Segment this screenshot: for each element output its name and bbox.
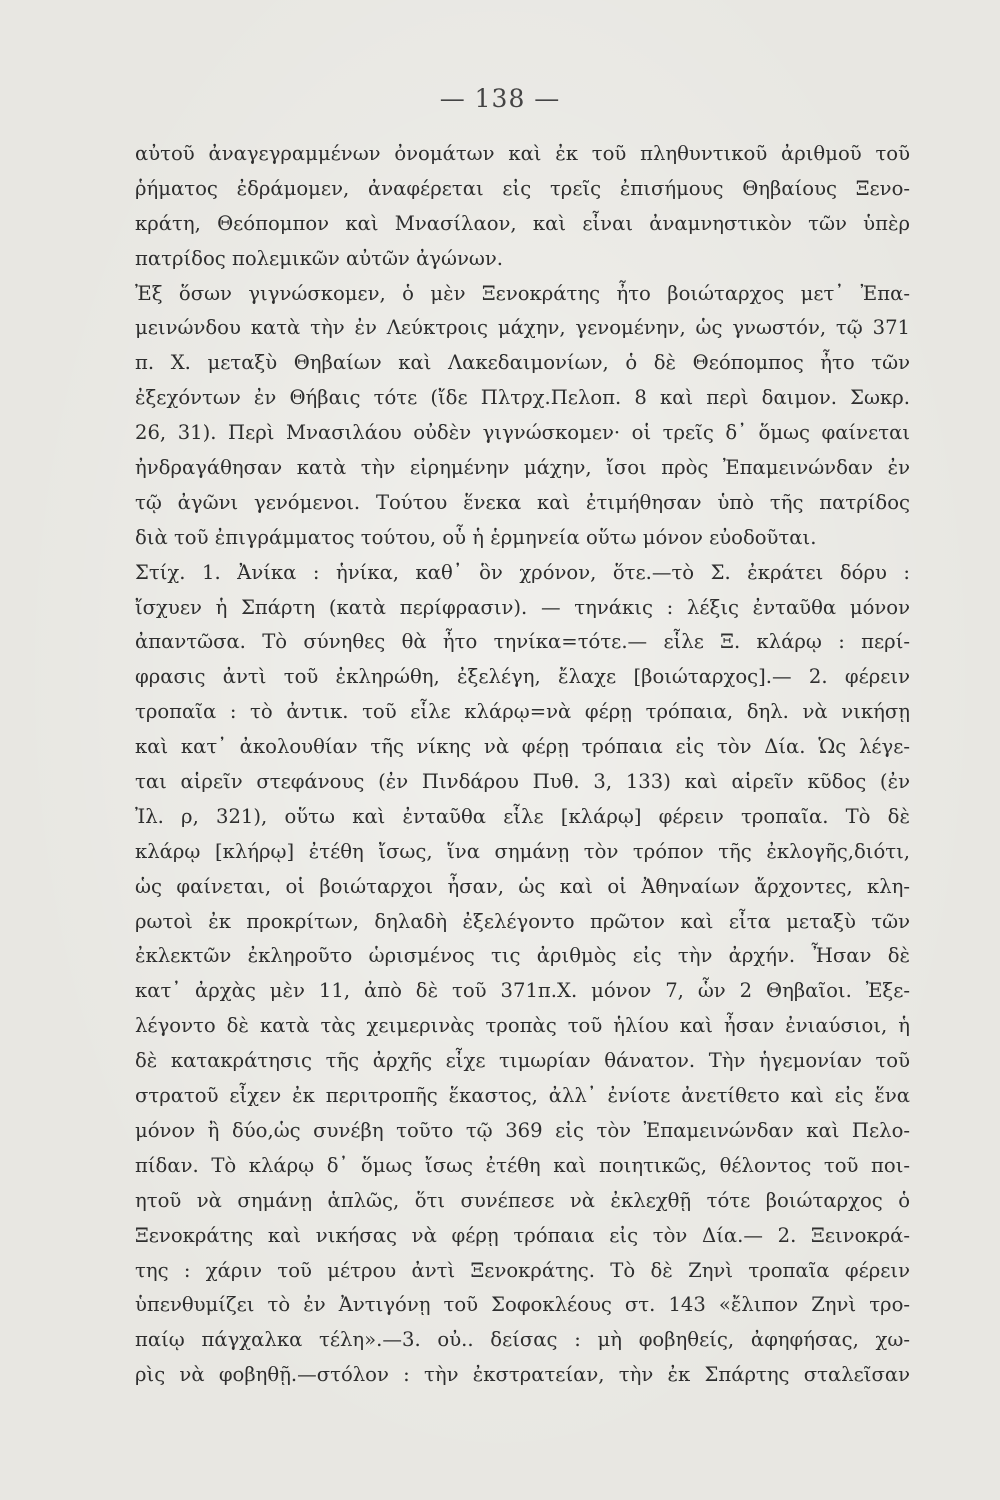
text-line: π. Χ. μεταξὺ Θηβαίων καὶ Λακεδαιμονίων, ὁ δὲ Θεόπομπος ἦτο τῶν [135,351,910,375]
text-line: ὡς φαίνεται, οἱ βοιώταρχοι ἦσαν, ὡς καὶ οἱ Ἀθηναίων ἄρχοντες, κλη- [135,874,910,898]
body-text [135,137,910,1393]
text-line: διὰ τοῦ ἐπιγράμματος τούτου, οὗ ἡ ἑρμηνεία οὕτω μόνον εὐοδοῦται. [135,525,817,549]
text-line: ἀπαντῶσα. Τὸ σύνηθες θὰ ἦτο τηνίκα=τότε.— εἷλε Ξ. κλάρῳ : περί- [135,630,910,654]
text-line: παίῳ πάγχαλκα τέλη».—3. οὐ.. δείσας : μὴ φοβηθείς, ἀφηφήσας, χω- [135,1328,910,1352]
text-line: κράτη, Θεόπομπον καὶ Μνασίλαον, καὶ εἶναι ἀναμνηστικὸν τῶν ὑπὲρ [135,211,910,235]
text-line: κατ᾽ ἀρχὰς μὲν 11, ἀπὸ δὲ τοῦ 371π.Χ. μόνον 7, ὧν 2 Θηβαῖοι. Ἐξε- [135,979,910,1003]
text-line: Ἐξ ὅσων γιγνώσκομεν, ὁ μὲν Ξενοκράτης ἦτο βοιώταρχος μετ᾽ Ἐπα- [135,281,910,305]
text-line: τροπαῖα : τὸ ἀντικ. τοῦ εἷλε κλάρῳ=νὰ φέρῃ τρόπαια, δηλ. νὰ νικήσῃ [135,700,910,724]
text-line: αὐτοῦ ἀναγεγραμμένων ὀνομάτων καὶ ἐκ τοῦ πληθυντικοῦ ἀριθμοῦ τοῦ [135,142,910,165]
text-line: ἐξεχόντων ἐν Θήβαις τότε (ἴδε Πλτρχ.Πελοπ. 8 καὶ περὶ δαιμον. Σωκρ. [135,386,910,410]
text-line: πίδαν. Τὸ κλάρῳ δ᾽ ὅμως ἴσως ἐτέθη καὶ ποιητικῶς, θέλοντος τοῦ ποι- [135,1153,910,1177]
text-line: δὲ κατακράτησις τῆς ἀρχῆς εἶχε τιμωρίαν θάνατον. Τὴν ἡγεμονίαν τοῦ [135,1049,910,1073]
text-line: καὶ κατ᾽ ἀκολουθίαν τῆς νίκης νὰ φέρῃ τρόπαια εἰς τὸν Δία. Ὡς λέγε- [135,735,910,759]
text-line: στρατοῦ εἶχεν ἐκ περιτροπῆς ἕκαστος, ἀλλ᾽ ἐνίοτε ἀνετίθετο καὶ εἰς ἕνα [135,1084,910,1108]
text-line: φρασις ἀντὶ τοῦ ἐκληρώθη, ἐξελέγη, ἔλαχε [βοιώταρχος].— 2. φέρειν [135,665,910,689]
text-line: ρὶς νὰ φοβηθῇ.—στόλον : τὴν ἐκστρατείαν, τὴν ἐκ Σπάρτης σταλεῖσαν [135,1363,910,1387]
text-line: λέγοντο δὲ κατὰ τὰς χειμερινὰς τροπὰς τοῦ ἡλίου καὶ ἦσαν ἐνιαύσιοι, ἡ [135,1014,910,1038]
text-line: κλάρῳ [κλήρῳ] ἐτέθη ἴσως, ἵνα σημάνῃ τὸν τρόπον τῆς ἐκλογῆς,διότι, [135,839,910,863]
text-line: ἐκλεκτῶν ἐκληροῦτο ὡρισμένος τις ἀριθμὸς εἰς τὴν ἀρχήν. Ἦσαν δὲ [135,944,910,968]
text-line: μόνον ἢ δύο,ὡς συνέβη τοῦτο τῷ 369 εἰς τὸν Ἐπαμεινώνδαν καὶ Πελο- [135,1118,910,1142]
text-line: ἠνδραγάθησαν κατὰ τὴν εἰρημένην μάχην, ἴσοι πρὸς Ἐπαμεινώνδαν ἐν [135,456,910,480]
text-line: της : χάριν τοῦ μέτρου ἀντὶ Ξενοκράτης. Τὸ δὲ Ζηνὶ τροπαῖα φέρειν [135,1258,910,1282]
text-line: Στίχ. 1. Ἀνίκα : ἡνίκα, καθ᾽ ὃν χρόνον, ὅτε.—τὸ Σ. ἐκράτει δόρυ : [135,560,910,584]
text-line: πατρίδος πολεμικῶν αὐτῶν ἀγώνων. [135,246,504,270]
text-line: ητοῦ νὰ σημάνῃ ἁπλῶς, ὅτι συνέπεσε νὰ ἐκλεχθῇ τότε βοιώταρχος ὁ [135,1188,910,1212]
text-line: ῥήματος ἐδράμομεν, ἀναφέρεται εἰς τρεῖς ἐπισήμους Θηβαίους Ξενο- [135,176,910,200]
text-line: μεινώνδου κατὰ τὴν ἐν Λεύκτροις μάχην, γενομένην, ὡς γνωστόν, τῷ 371 [135,316,910,340]
text-line: τῷ ἀγῶνι γενόμενοι. Τούτου ἕνεκα καὶ ἐτιμήθησαν ὑπὸ τῆς πατρίδος [135,490,910,514]
page-number: — 138 — [439,84,561,113]
text-line: 26, 31). Περὶ Μνασιλάου οὐδὲν γιγνώσκομεν· οἱ τρεῖς δ᾽ ὅμως φαίνεται [135,421,910,445]
text-line: ἴσχυεν ἡ Σπάρτη (κατὰ περίφρασιν). — τηνάκις : λέξις ἐνταῦθα μόνον [135,595,910,619]
text-line: ρωτοὶ ἐκ προκρίτων, δηλαδὴ ἐξελέγοντο πρῶτον καὶ εἶτα μεταξὺ τῶν [135,909,910,933]
text-line: Ξενοκράτης καὶ νικήσας νὰ φέρῃ τρόπαια εἰς τὸν Δία.— 2. Ξεινοκρά- [135,1223,910,1247]
text-line: Ἰλ. ρ, 321), οὕτω καὶ ἐνταῦθα εἷλε [κλάρῳ] φέρειν τροπαῖα. Τὸ δὲ [135,804,910,828]
text-line: ὑπενθυμίζει τὸ ἐν Ἀντιγόνῃ τοῦ Σοφοκλέους στ. 143 «ἔλιπον Ζηνὶ τρο- [135,1293,910,1317]
text-line: ται αἱρεῖν στεφάνους (ἐν Πινδάρου Πυθ. 3, 133) καὶ αἱρεῖν κῦδος (ἐν [135,770,910,794]
